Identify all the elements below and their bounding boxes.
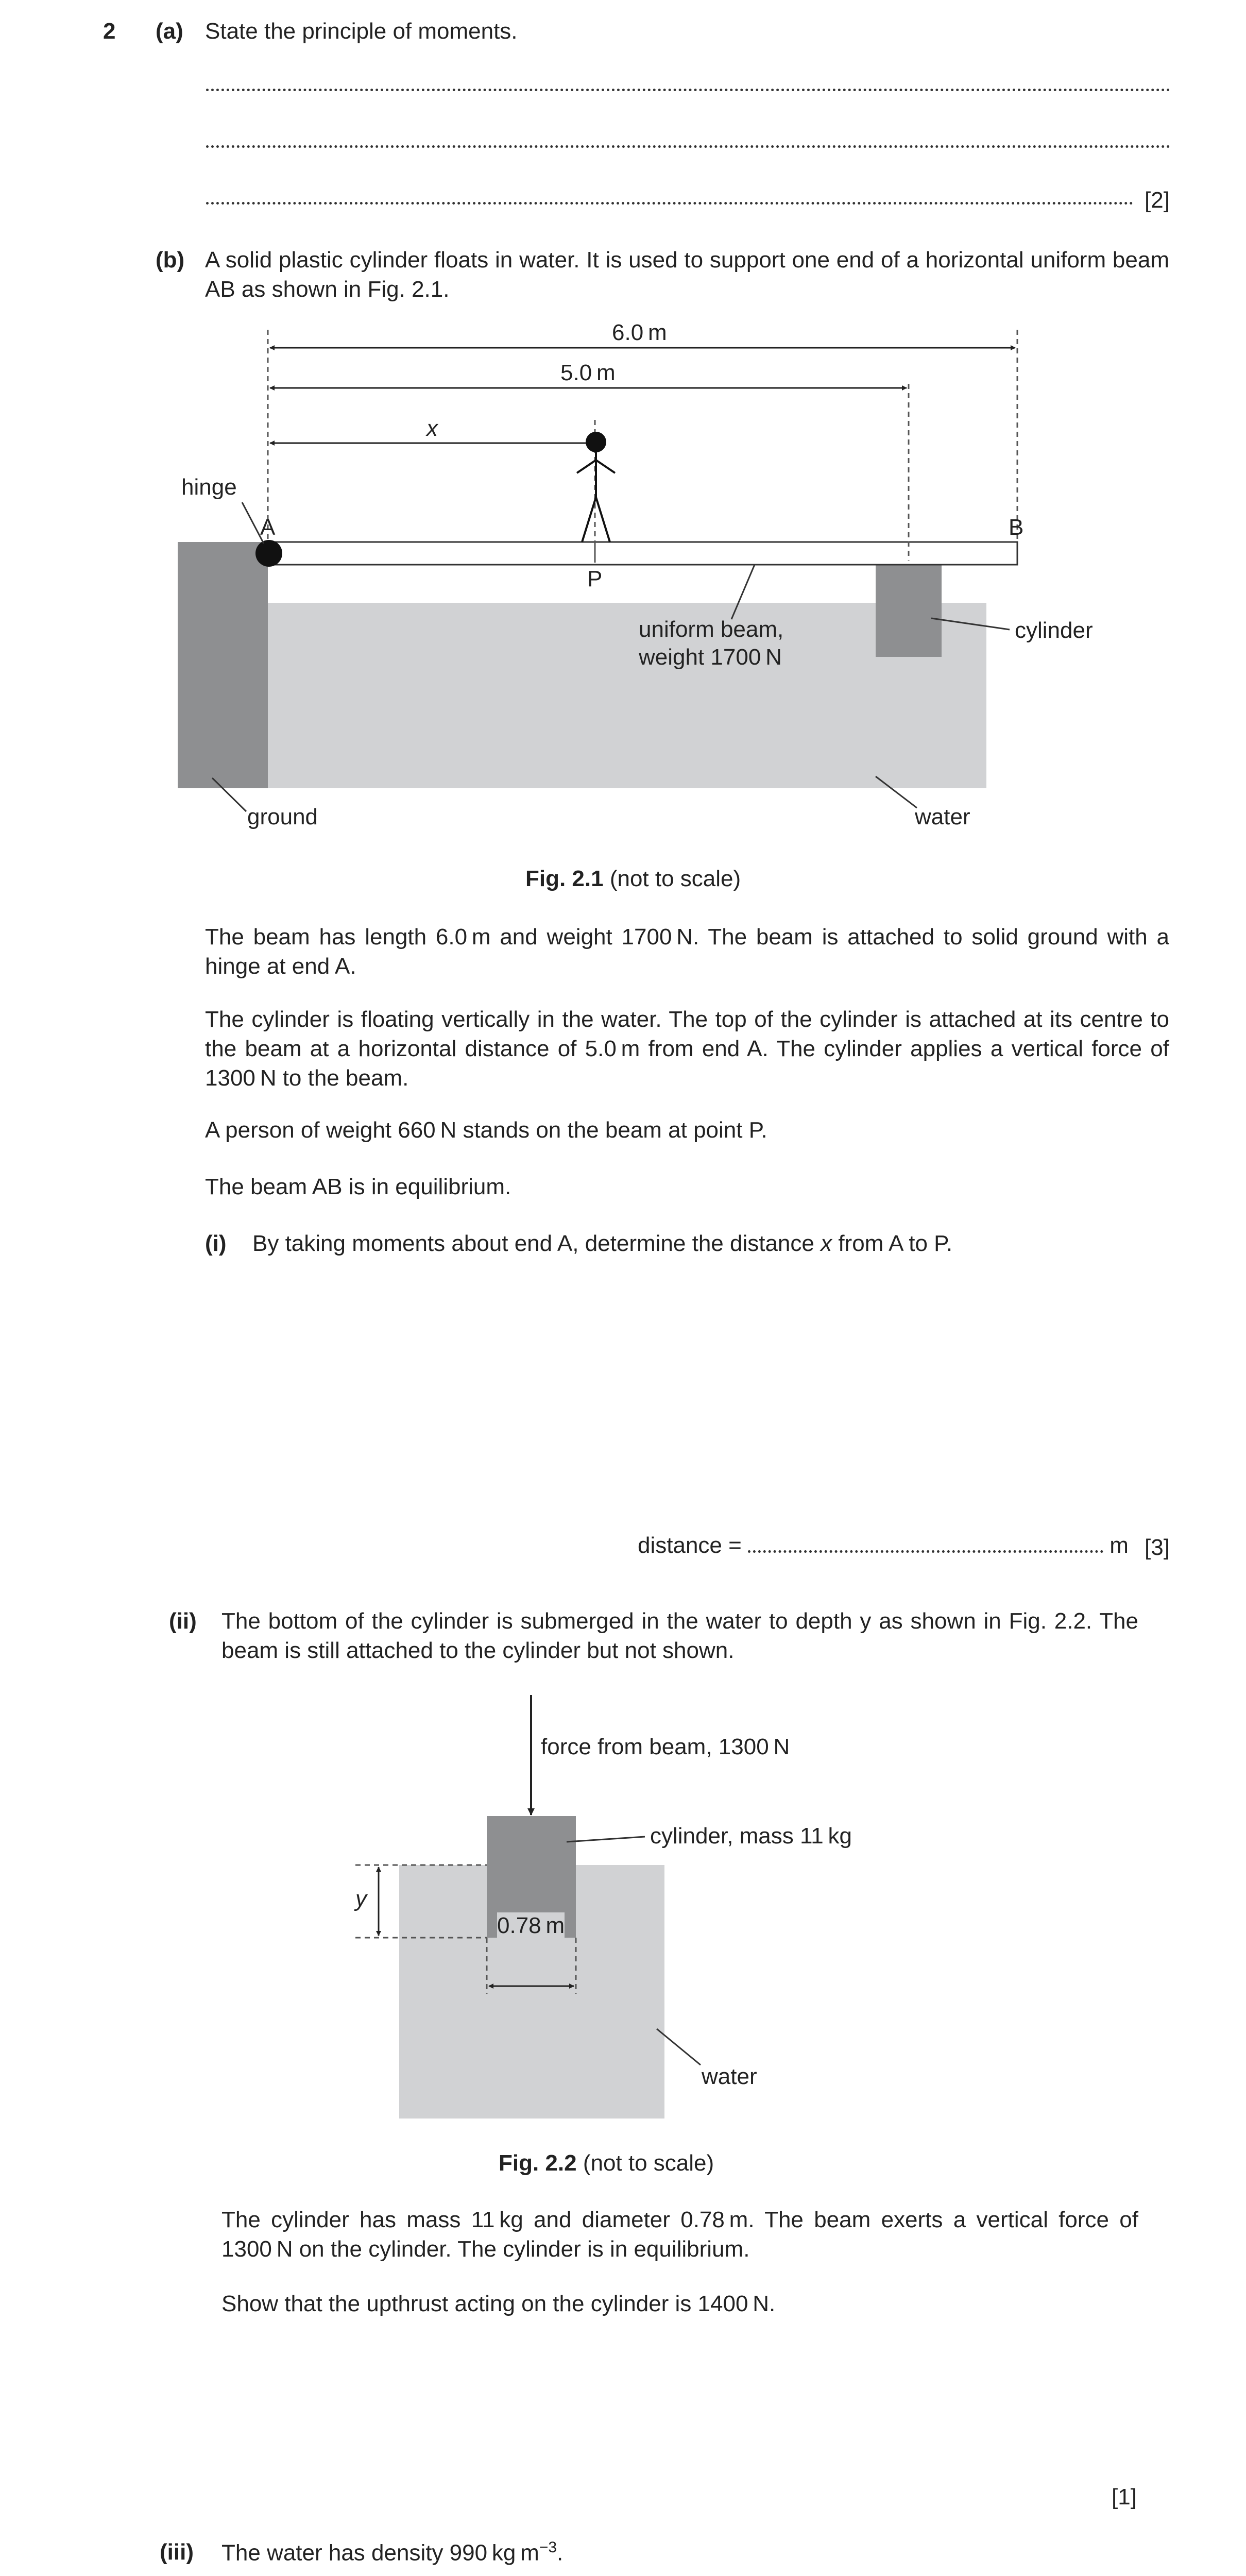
part-a-marks: [2] bbox=[1145, 188, 1170, 213]
fig1-dim-x: x bbox=[426, 416, 438, 441]
part-b-para-3: A person of weight 660 N stands on the beam at point P. bbox=[205, 1117, 767, 1143]
part-b-text: A solid plastic cylinder floats in water. It is used to support one end of a horizontal uniform beam AB as shown in Fig. 2.1. bbox=[205, 247, 1169, 302]
fig1-label-beam-1: uniform beam, bbox=[639, 617, 784, 642]
fig1-dim-5m: 5.0 m bbox=[560, 360, 616, 385]
part-b-i-marks: [3] bbox=[1145, 1535, 1170, 1560]
fig2-label-y: y bbox=[355, 1886, 367, 1911]
part-b-label: (b) bbox=[156, 247, 185, 273]
fig1-label-A: A bbox=[260, 515, 276, 540]
part-b-iii-text: The water has density 990 kg $m^{-3}$. bbox=[221, 2539, 564, 2566]
part-b-para-2: The cylinder is floating vertically in the water. The top of the cylinder is attached at its centre to the beam at a horizontal distance of 5.0 m from end A. The cylinder applies a vertical force of 1300 N to the beam. bbox=[205, 1007, 1169, 1091]
fig2-label-diameter: 0.78 m bbox=[497, 1912, 565, 1940]
fig1-label-cylinder: cylinder bbox=[1015, 618, 1093, 643]
part-b-i-answer[interactable]: distance = m bbox=[638, 1533, 1129, 1558]
fig1-label-water: water bbox=[915, 804, 970, 829]
part-a-label: (a) bbox=[156, 19, 183, 44]
fig1-dim-6m: 6.0 m bbox=[612, 320, 667, 345]
part-b-para-4: The beam AB is in equilibrium. bbox=[205, 1174, 511, 1199]
fig1-label-ground: ground bbox=[247, 804, 318, 829]
fig1-label-hinge: hinge bbox=[181, 474, 237, 500]
fig2-label-cylinder: cylinder, mass 11 kg bbox=[650, 1823, 852, 1849]
fig2-label-water: water bbox=[702, 2064, 757, 2089]
fig1-label-B: B bbox=[1009, 515, 1024, 540]
fig2-caption: Fig. 2.2 (not to scale) bbox=[499, 2150, 714, 2176]
part-b-ii-label: (ii) bbox=[169, 1608, 197, 1634]
part-a-text: State the principle of moments. bbox=[205, 19, 518, 44]
part-b-ii-para-1: The cylinder has mass 11 kg and diameter 0.78 m. The beam exerts a vertical force of 1300 N on the cylinder. The cylinder is in equilibrium. bbox=[221, 2207, 1138, 2262]
part-b-i-label: (i) bbox=[205, 1231, 227, 1256]
fig1-label-P: P bbox=[587, 566, 603, 591]
part-b-ii-marks: [1] bbox=[1112, 2484, 1137, 2510]
fig2-label-force: force from beam, 1300 N bbox=[541, 1734, 790, 1759]
part-b-ii-text: The bottom of the cylinder is submerged in the water to depth y as shown in Fig. 2.2. The beam is still attached to the cylinder but not shown. bbox=[221, 1608, 1138, 1664]
fig1-caption: Fig. 2.1 (not to scale) bbox=[525, 866, 741, 891]
part-b-ii-para-2: Show that the upthrust acting on the cylinder is 1400 N. bbox=[221, 2291, 776, 2316]
question-number: 2 bbox=[103, 19, 116, 44]
fig1-label-beam-2: weight 1700 N bbox=[639, 645, 782, 670]
part-b-para-1: The beam has length 6.0 m and weight 1700 N. The beam is attached to solid ground with a hinge at end A. bbox=[205, 924, 1169, 979]
part-b-i-text: By taking moments about end A, determine the distance x from A to P. bbox=[252, 1231, 953, 1256]
part-b-iii-label: (iii) bbox=[160, 2539, 194, 2565]
